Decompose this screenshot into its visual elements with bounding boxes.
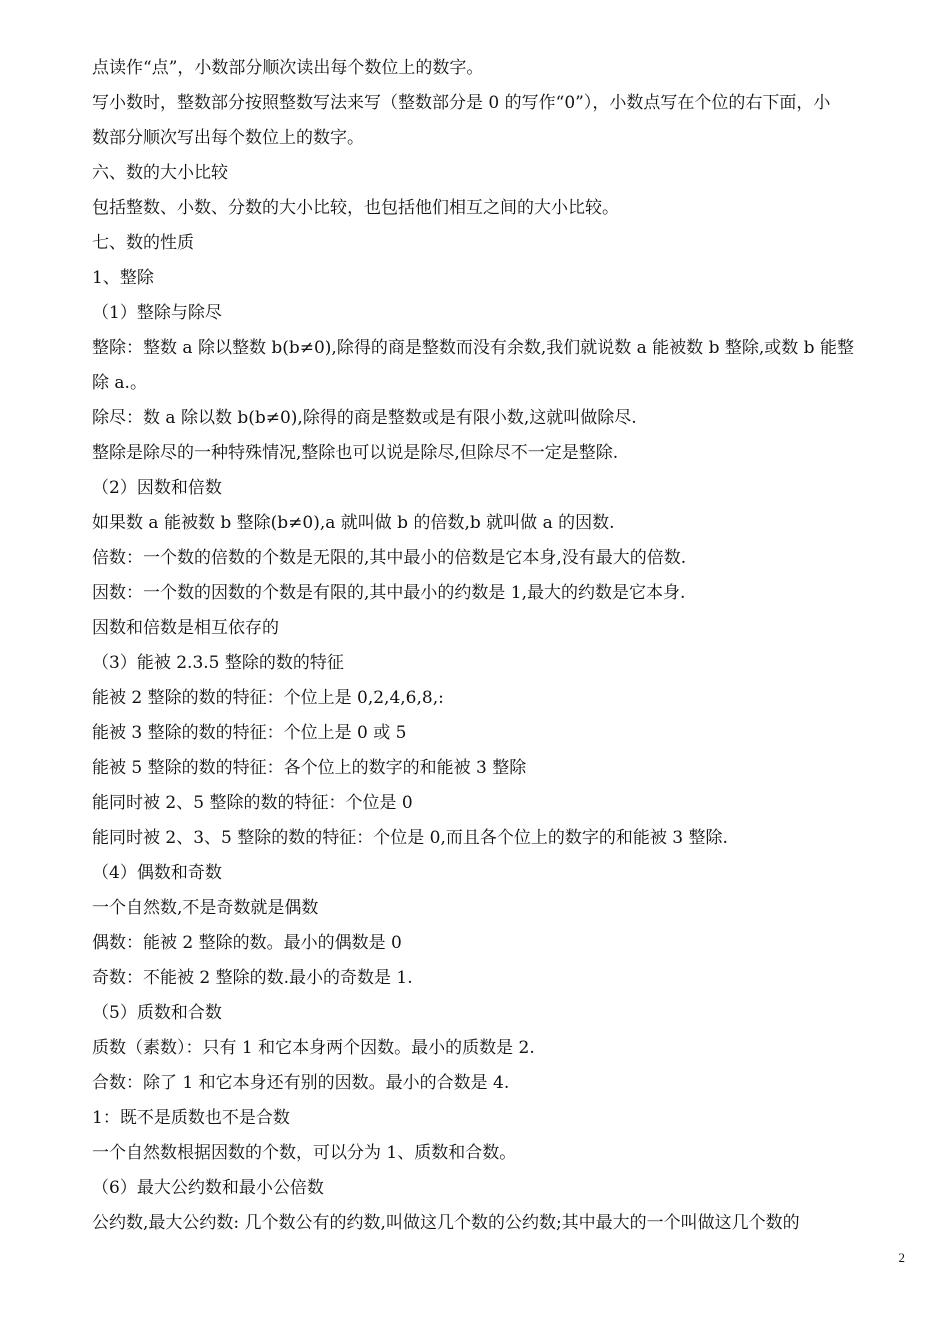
subsection-heading: （4）偶数和奇数 — [92, 863, 222, 883]
subsection-heading: （2）因数和倍数 — [92, 478, 222, 498]
subsection-heading: （5）质数和合数 — [92, 1003, 222, 1023]
text-line: 如果数 a 能被数 b 整除(b≠0),a 就叫做 b 的倍数,b 就叫做 a 的因数. — [92, 513, 615, 533]
text-line: 因数：一个数的因数的个数是有限的,其中最小的约数是 1,最大的约数是它本身. — [92, 583, 686, 603]
section-heading: 六、数的大小比较 — [92, 163, 228, 183]
text-line: 包括整数、小数、分数的大小比较，也包括他们相互之间的大小比较。 — [92, 198, 619, 218]
text-line: 质数（素数）：只有 1 和它本身两个因数。最小的质数是 2. — [92, 1038, 535, 1058]
text-line: 能被 2 整除的数的特征：个位上是 0,2,4,6,8,: — [92, 688, 444, 708]
text-line: 除尽：数 a 除以数 b(b≠0),除得的商是整数或是有限小数,这就叫做除尽. — [92, 408, 637, 428]
subsection-heading: （1）整除与除尽 — [92, 303, 222, 323]
subsection-heading: （6）最大公约数和最小公倍数 — [92, 1178, 324, 1198]
document-body — [92, 51, 907, 1241]
text-line: 整除是除尽的一种特殊情况,整除也可以说是除尽,但除尽不一定是整除. — [92, 443, 619, 463]
text-line: 一个自然数,不是奇数就是偶数 — [92, 898, 319, 918]
text-line: 偶数：能被 2 整除的数。最小的偶数是 0 — [92, 933, 402, 953]
text-line: 奇数：不能被 2 整除的数.最小的奇数是 1. — [92, 968, 413, 988]
text-line: 能同时被 2、5 整除的数的特征：个位是 0 — [92, 793, 413, 813]
text-line: 能被 3 整除的数的特征：个位上是 0 或 5 — [92, 723, 407, 743]
text-line: 1：既不是质数也不是合数 — [92, 1108, 290, 1128]
subsection-heading: 1、整除 — [92, 268, 154, 288]
text-line: 因数和倍数是相互依存的 — [92, 618, 279, 638]
text-line: 能被 5 整除的数的特征：各个位上的数字的和能被 3 整除 — [92, 758, 527, 778]
page-number: 2 — [898, 1250, 905, 1265]
section-heading: 七、数的性质 — [92, 233, 194, 253]
text-line: 倍数：一个数的倍数的个数是无限的,其中最小的倍数是它本身,没有最大的倍数. — [92, 548, 687, 568]
text-line: 能同时被 2、3、5 整除的数的特征：个位是 0,而且各个位上的数字的和能被 3 整除. — [92, 828, 728, 848]
text-line: 除 a.。 — [92, 373, 147, 393]
text-line: 写小数时，整数部分按照整数写法来写（整数部分是 0 的写作“0”），小数点写在个位的右下面，小 — [92, 93, 831, 113]
text-line: 一个自然数根据因数的个数，可以分为 1、质数和合数。 — [92, 1143, 517, 1163]
text-line: 点读作“点”，小数部分顺次读出每个数位上的数字。 — [92, 58, 484, 78]
text-line: 数部分顺次写出每个数位上的数字。 — [92, 128, 364, 148]
subsection-heading: （3）能被 2.3.5 整除的数的特征 — [92, 653, 344, 673]
text-line: 公约数,最大公约数: 几个数公有的约数,叫做这几个数的公约数;其中最大的一个叫做这几个数的 — [92, 1213, 800, 1233]
text-line: 整除：整数 a 除以整数 b(b≠0),除得的商是整数而没有余数,我们就说数 a 能被数 b 整除,或数 b 能整 — [92, 338, 854, 358]
text-line: 合数：除了 1 和它本身还有别的因数。最小的合数是 4. — [92, 1073, 510, 1093]
